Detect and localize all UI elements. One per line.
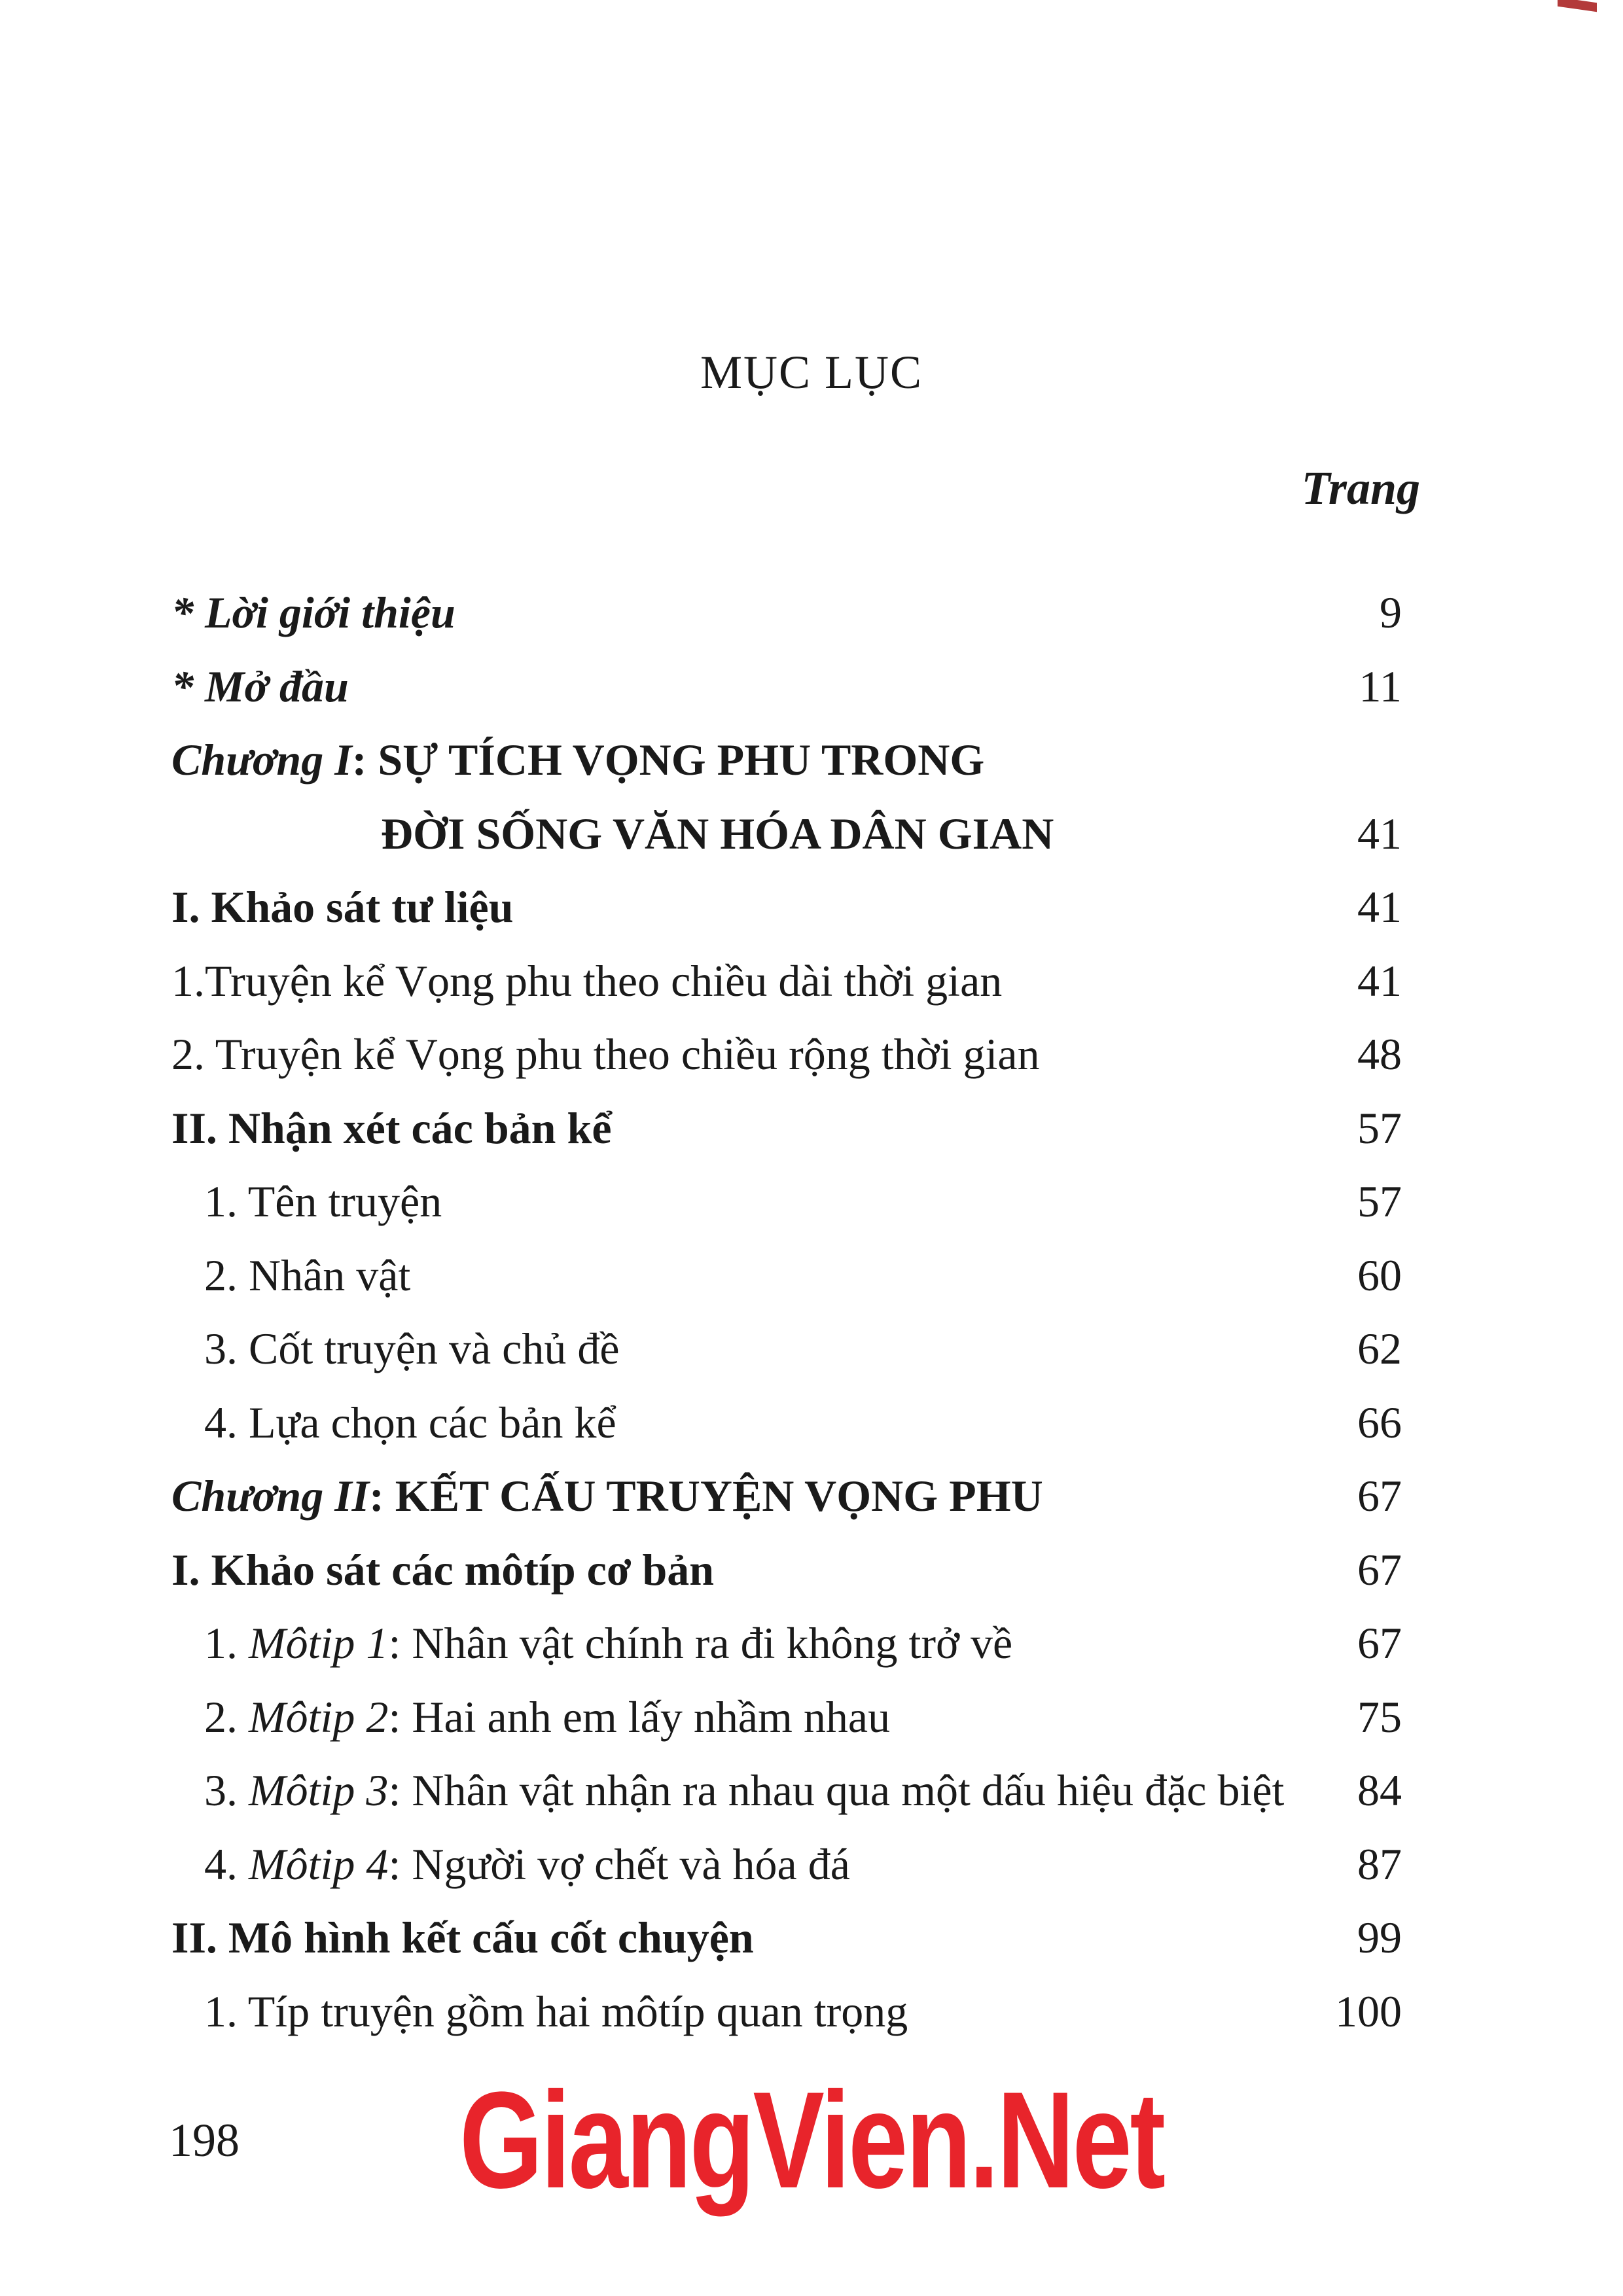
toc-entry [171, 1312, 1402, 1386]
motif-number: 2. [204, 1691, 249, 1742]
toc-entry [171, 723, 1402, 797]
motif-number: 4. [204, 1839, 249, 1889]
toc-entry-page: 66 [1357, 1397, 1402, 1447]
toc-entry-label: II. Nhận xét các bản kể [171, 1103, 612, 1153]
toc-entry-page: 41 [1357, 882, 1402, 932]
toc-entry-page: 9 [1380, 588, 1402, 637]
watermark: GiangVien.Net [459, 2063, 1164, 2217]
toc-entry [171, 1239, 1402, 1313]
toc-entry-label: II. Mô hình kết cấu cốt chuyện [171, 1913, 754, 1962]
toc-entry-label: ĐỜI SỐNG VĂN HÓA DÂN GIAN [381, 808, 1054, 858]
toc-entry-label [204, 1606, 1012, 1680]
toc-entry-label: 1. Típ truyện gồm hai môtíp quan trọng [204, 1986, 908, 2036]
toc-entry-label [204, 1680, 890, 1754]
toc-entry [171, 1754, 1402, 1828]
toc-entry [171, 1017, 1402, 1091]
toc-entry-label [171, 1459, 1043, 1533]
toc-entry-label: * Lời giới thiệu [171, 588, 455, 637]
toc-entry-label: 2. Nhân vật [204, 1250, 411, 1300]
motif-name: Môtip 3 [249, 1765, 389, 1815]
toc-entry [171, 1975, 1402, 2049]
toc-entry-page: 41 [1357, 808, 1402, 858]
footer-page-number: 198 [169, 2114, 240, 2166]
toc-entry [171, 1901, 1402, 1975]
toc-entry-label: 2. Truyện kể Vọng phu theo chiều rộng thời gian [171, 1029, 1040, 1079]
toc-entry-label: 1.Truyện kể Vọng phu theo chiều dài thời gian [171, 955, 1003, 1006]
motif-name: Môtip 1 [249, 1618, 389, 1668]
toc-entry [171, 944, 1402, 1018]
toc-entry-label: 1. Tên truyện [204, 1176, 442, 1226]
chapter-prefix: Chương II [171, 1471, 370, 1521]
toc-entry-page: 60 [1357, 1250, 1402, 1300]
toc-entry-page: 87 [1357, 1839, 1402, 1889]
toc-entry-label: 3. Cốt truyện và chủ đề [204, 1324, 620, 1373]
page-title: MỤC LỤC [700, 346, 923, 399]
toc-entry-label: I. Khảo sát tư liệu [171, 882, 514, 932]
motif-name: Môtip 4 [249, 1839, 389, 1889]
chapter-title: : KẾT CẤU TRUYỆN VỌNG PHU [369, 1471, 1043, 1521]
toc-entry-page: 11 [1359, 661, 1402, 711]
chapter-title: : SỰ TÍCH VỌNG PHU TRONG [351, 735, 985, 785]
toc-entry [171, 1459, 1402, 1533]
toc-entry-label [171, 723, 984, 797]
toc-entry-page: 57 [1357, 1103, 1402, 1153]
motif-description: : Hai anh em lấy nhầm nhau [388, 1691, 891, 1742]
page-column-header: Trang [1301, 462, 1420, 514]
toc-entry [171, 1828, 1402, 1901]
toc-entry [171, 1091, 1402, 1165]
toc-entry-page: 67 [1357, 1471, 1402, 1521]
toc-entry-page: 57 [1357, 1176, 1402, 1226]
toc-entry [171, 1606, 1402, 1680]
toc-entry-label: I. Khảo sát các môtíp cơ bản [171, 1544, 715, 1595]
toc-entry-page: 84 [1357, 1765, 1402, 1815]
toc-entry-page: 67 [1357, 1544, 1402, 1595]
toc-entry-label: 4. Lựa chọn các bản kể [204, 1397, 616, 1447]
toc-entry-label [204, 1828, 850, 1901]
toc-entry [171, 797, 1402, 871]
toc-entry [171, 1533, 1402, 1607]
toc-entry-page: 62 [1357, 1324, 1402, 1373]
toc-entry-label: * Mở đầu [171, 661, 349, 711]
toc-entry [171, 1386, 1402, 1460]
motif-description: : Người vợ chết và hóa đá [388, 1839, 850, 1889]
toc-entry [171, 1680, 1402, 1754]
corner-mark [1558, 0, 1597, 12]
motif-description: : Nhân vật nhận ra nhau qua một dấu hiệu đặc biệt [388, 1765, 1285, 1815]
motif-number: 3. [204, 1765, 249, 1815]
toc-entry-page: 48 [1357, 1029, 1402, 1079]
toc-entry-page: 100 [1335, 1986, 1402, 2036]
toc-entry-page: 41 [1357, 955, 1402, 1006]
toc-entry [171, 870, 1402, 944]
toc-entry [171, 650, 1402, 724]
toc-entry-page: 75 [1357, 1691, 1402, 1742]
toc-entry-page: 67 [1357, 1618, 1402, 1668]
motif-description: : Nhân vật chính ra đi không trở về [388, 1618, 1013, 1668]
chapter-prefix: Chương I [171, 735, 352, 785]
table-of-contents [171, 576, 1402, 2048]
motif-number: 1. [204, 1618, 249, 1668]
toc-entry [171, 576, 1402, 650]
toc-entry [171, 1165, 1402, 1239]
toc-entry-label [204, 1754, 1284, 1828]
toc-entry-page: 99 [1357, 1913, 1402, 1962]
motif-name: Môtip 2 [249, 1691, 389, 1742]
